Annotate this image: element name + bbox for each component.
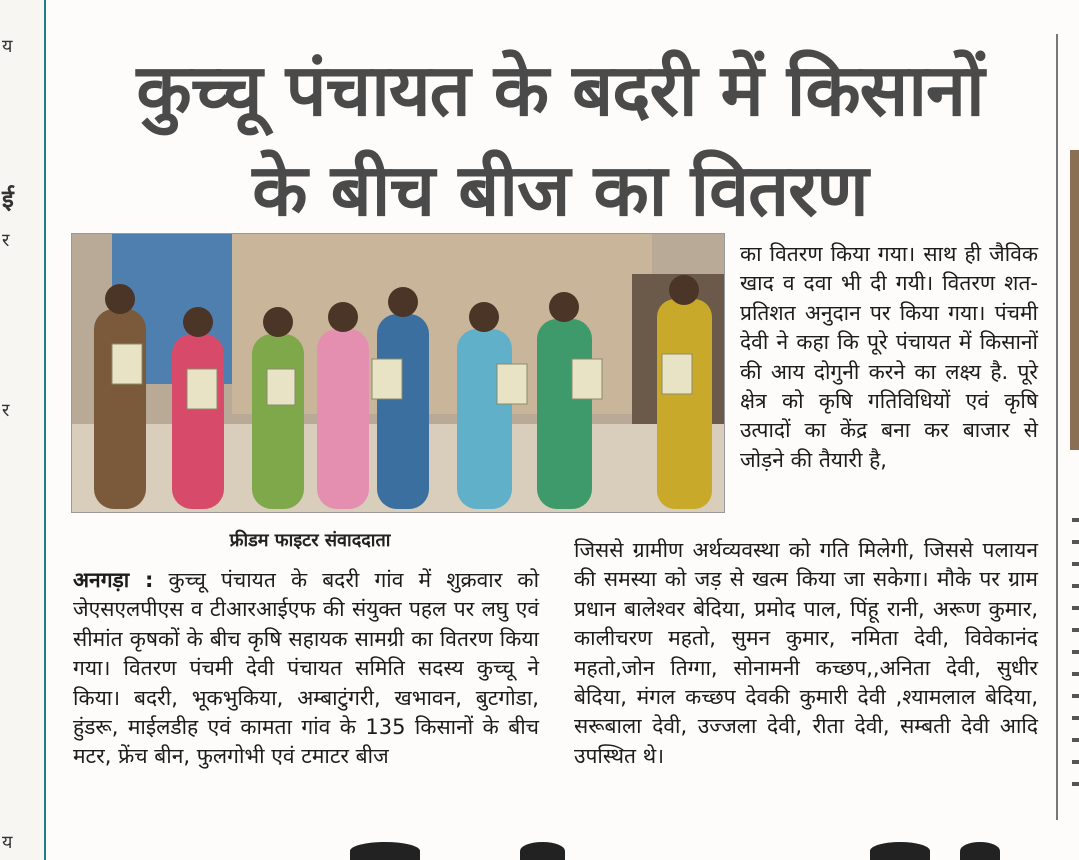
adjacent-column-fragment: र [2, 230, 10, 251]
article-column-left [73, 566, 539, 772]
body-text: कुच्चू पंचायत के बदरी गांव में शुक्रवार को जेएसएलपीएस व टीआरआईएफ की संयुक्त पहल पर लघु एवं सीमांत कृषकों के बीच कृषि सहायक सामग्री का वितरण किया गया। वितरण पंचमी देवी पंचायत समिति सदस्य कुच्चू ने किया। बदरी, भूकभुकिया, अम्बाटुंगरी, खभावन, बुटगोडा, हुंडरू, माईलडीह एवं कामता गांव के 135 किसानों के बीच मटर, फ्रेंच बीन, फुलगोभी एवं टमाटर बीज [73, 568, 540, 769]
news-photo [71, 233, 725, 513]
next-headline-fragment [520, 842, 565, 860]
column-rule-left [44, 0, 46, 860]
article-paragraph [73, 566, 539, 772]
headline-line-1: कुच्चू पंचायत के बदरी में किसानों [136, 48, 984, 132]
byline: फ्रीडम फाइटर संवाददाता [229, 530, 391, 551]
adjacent-column-fragment: र [2, 400, 10, 421]
adjacent-column-fragment: य [2, 832, 13, 853]
article-column-right-bottom [574, 536, 1038, 771]
body-text: का वितरण किया गया। साथ ही जैविक खाद व दवा भी दी गयी। वितरण शत-प्रतिशत अनुदान पर किया गया। पंचमी देवी ने कहा कि पूरे पंचायत में किसानों की आय दोगुनी करने का लक्ष्य है. पूरे क्षेत्र को कृषि गतिविधियों एवं कृषि उत्पादों का केंद्र बना कर बाजार से जोड़ने की तैयारी है, [740, 242, 1038, 472]
adjacent-column-fragment: य [2, 36, 13, 57]
adjacent-photo-edge [1070, 150, 1079, 450]
next-headline-fragment [960, 842, 1000, 860]
article-column-right-top [740, 240, 1038, 475]
body-text: जिससे ग्रामीण अर्थव्यवस्था को गति मिलेगी, जिससे पलायन की समस्या को जड़ से खत्म किया जा सकेगा। मौके पर ग्राम प्रधान बालेश्वर बेदिया, प्रमोद पाल, पिंहू रानी, अरूण कुमार, कालीचरण महतो, सुमन कुमार, नमिता देवी, विवेकानंद महतो,जोन तिग्गा, सोनामनी कच्छप,,अनिता देवी, सुधीर बेदिया, मंगल कच्छप देवकी कुमारी देवी ,श्यामलाल बेदिया, सरूबाला देवी, उज्जला देवी, रीता देवी, सम्बती देवी आदि उपस्थित थे। [574, 538, 1038, 768]
next-headline-fragment [350, 842, 420, 860]
left-margin [0, 0, 46, 860]
adjacent-text-edge [1072, 500, 1079, 800]
adjacent-column-fragment: ई [2, 185, 14, 213]
next-headline-fragment [870, 842, 930, 860]
headline-line-2: के बीच बीज का वितरण [252, 148, 868, 232]
dateline: अनगड़ा : [73, 568, 154, 592]
